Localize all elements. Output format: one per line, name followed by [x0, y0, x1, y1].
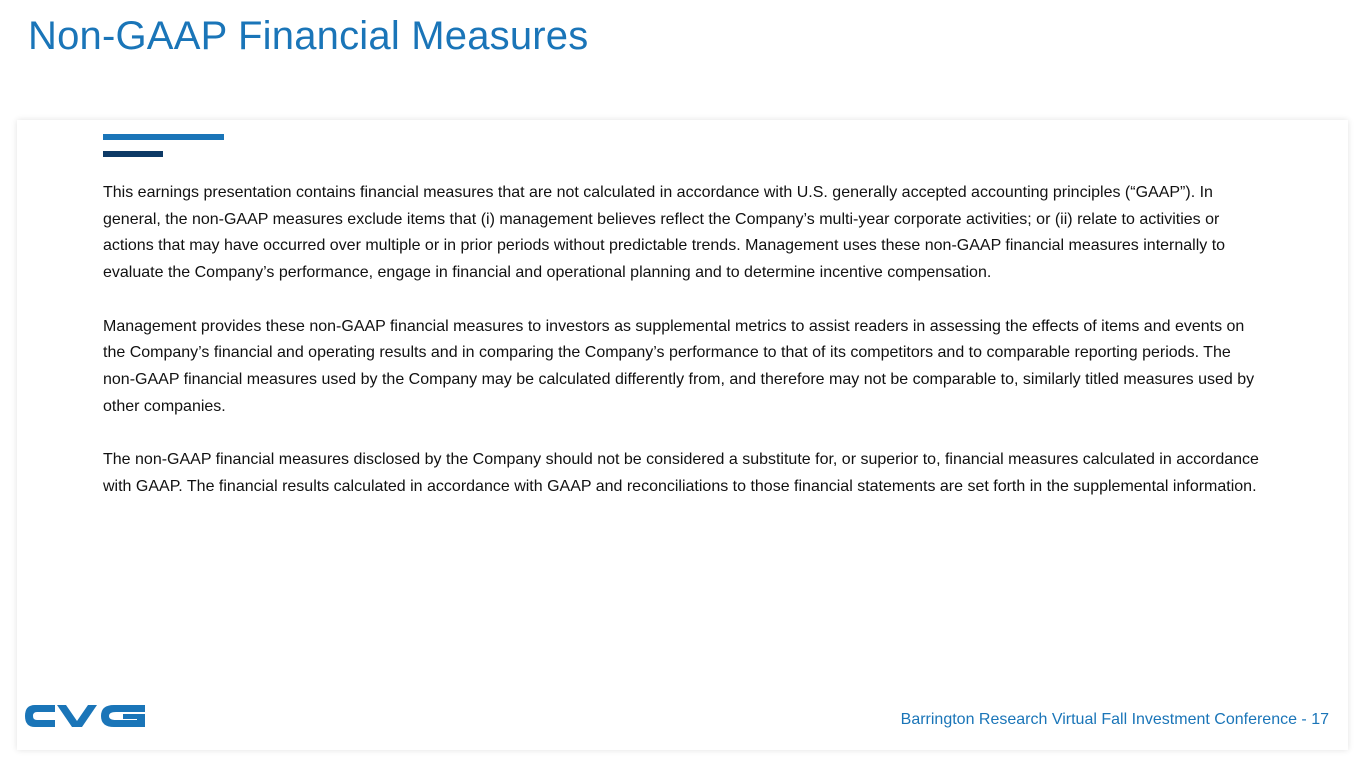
cvg-logo — [21, 699, 145, 733]
paragraph-gaap-disclaimer: The non-GAAP financial measures disclosed by the Company should not be considered a substitute for, or superior to, financial measures calculated in accordance with GAAP. The financial results calculated in accordance with GAAP and reconciliations to those financial statements are set forth in the supplemental information. — [103, 451, 1259, 495]
footer-caption: Barrington Research Virtual Fall Investment Conference - 17 — [900, 711, 1329, 728]
paragraph-non-gaap-definition: This earnings presentation contains financial measures that are not calculated in accordance with U.S. generally accepted accounting principles (“GAAP”). In general, the non-GAAP measures exclude items that (i) management believes reflect the Company’s multi-year corporate activities; or (ii) relate to activities or actions that may have occurred over multiple or in prior periods without predictable trends. Management uses these non-GAAP financial measures internally to evaluate the Company’s performance, engage in financial and operational planning and to determine incentive compensation. — [103, 184, 1226, 282]
page-title: Non-GAAP Financial Measures — [28, 14, 589, 58]
accent-bar-primary — [103, 134, 224, 140]
body-text — [103, 180, 1263, 527]
content-card — [17, 120, 1348, 750]
accent-bar-secondary — [103, 151, 163, 157]
paragraph-investor-purpose: Management provides these non-GAAP financial measures to investors as supplemental metrics to assist readers in assessing the effects of items and events on the Company’s financial and operating results and in comparing the Company’s performance to that of its competitors and to comparable reporting periods. The non-GAAP financial measures used by the Company may be calculated differently from, and therefore may not be comparable to, similarly titled measures used by other companies. — [103, 317, 1255, 415]
